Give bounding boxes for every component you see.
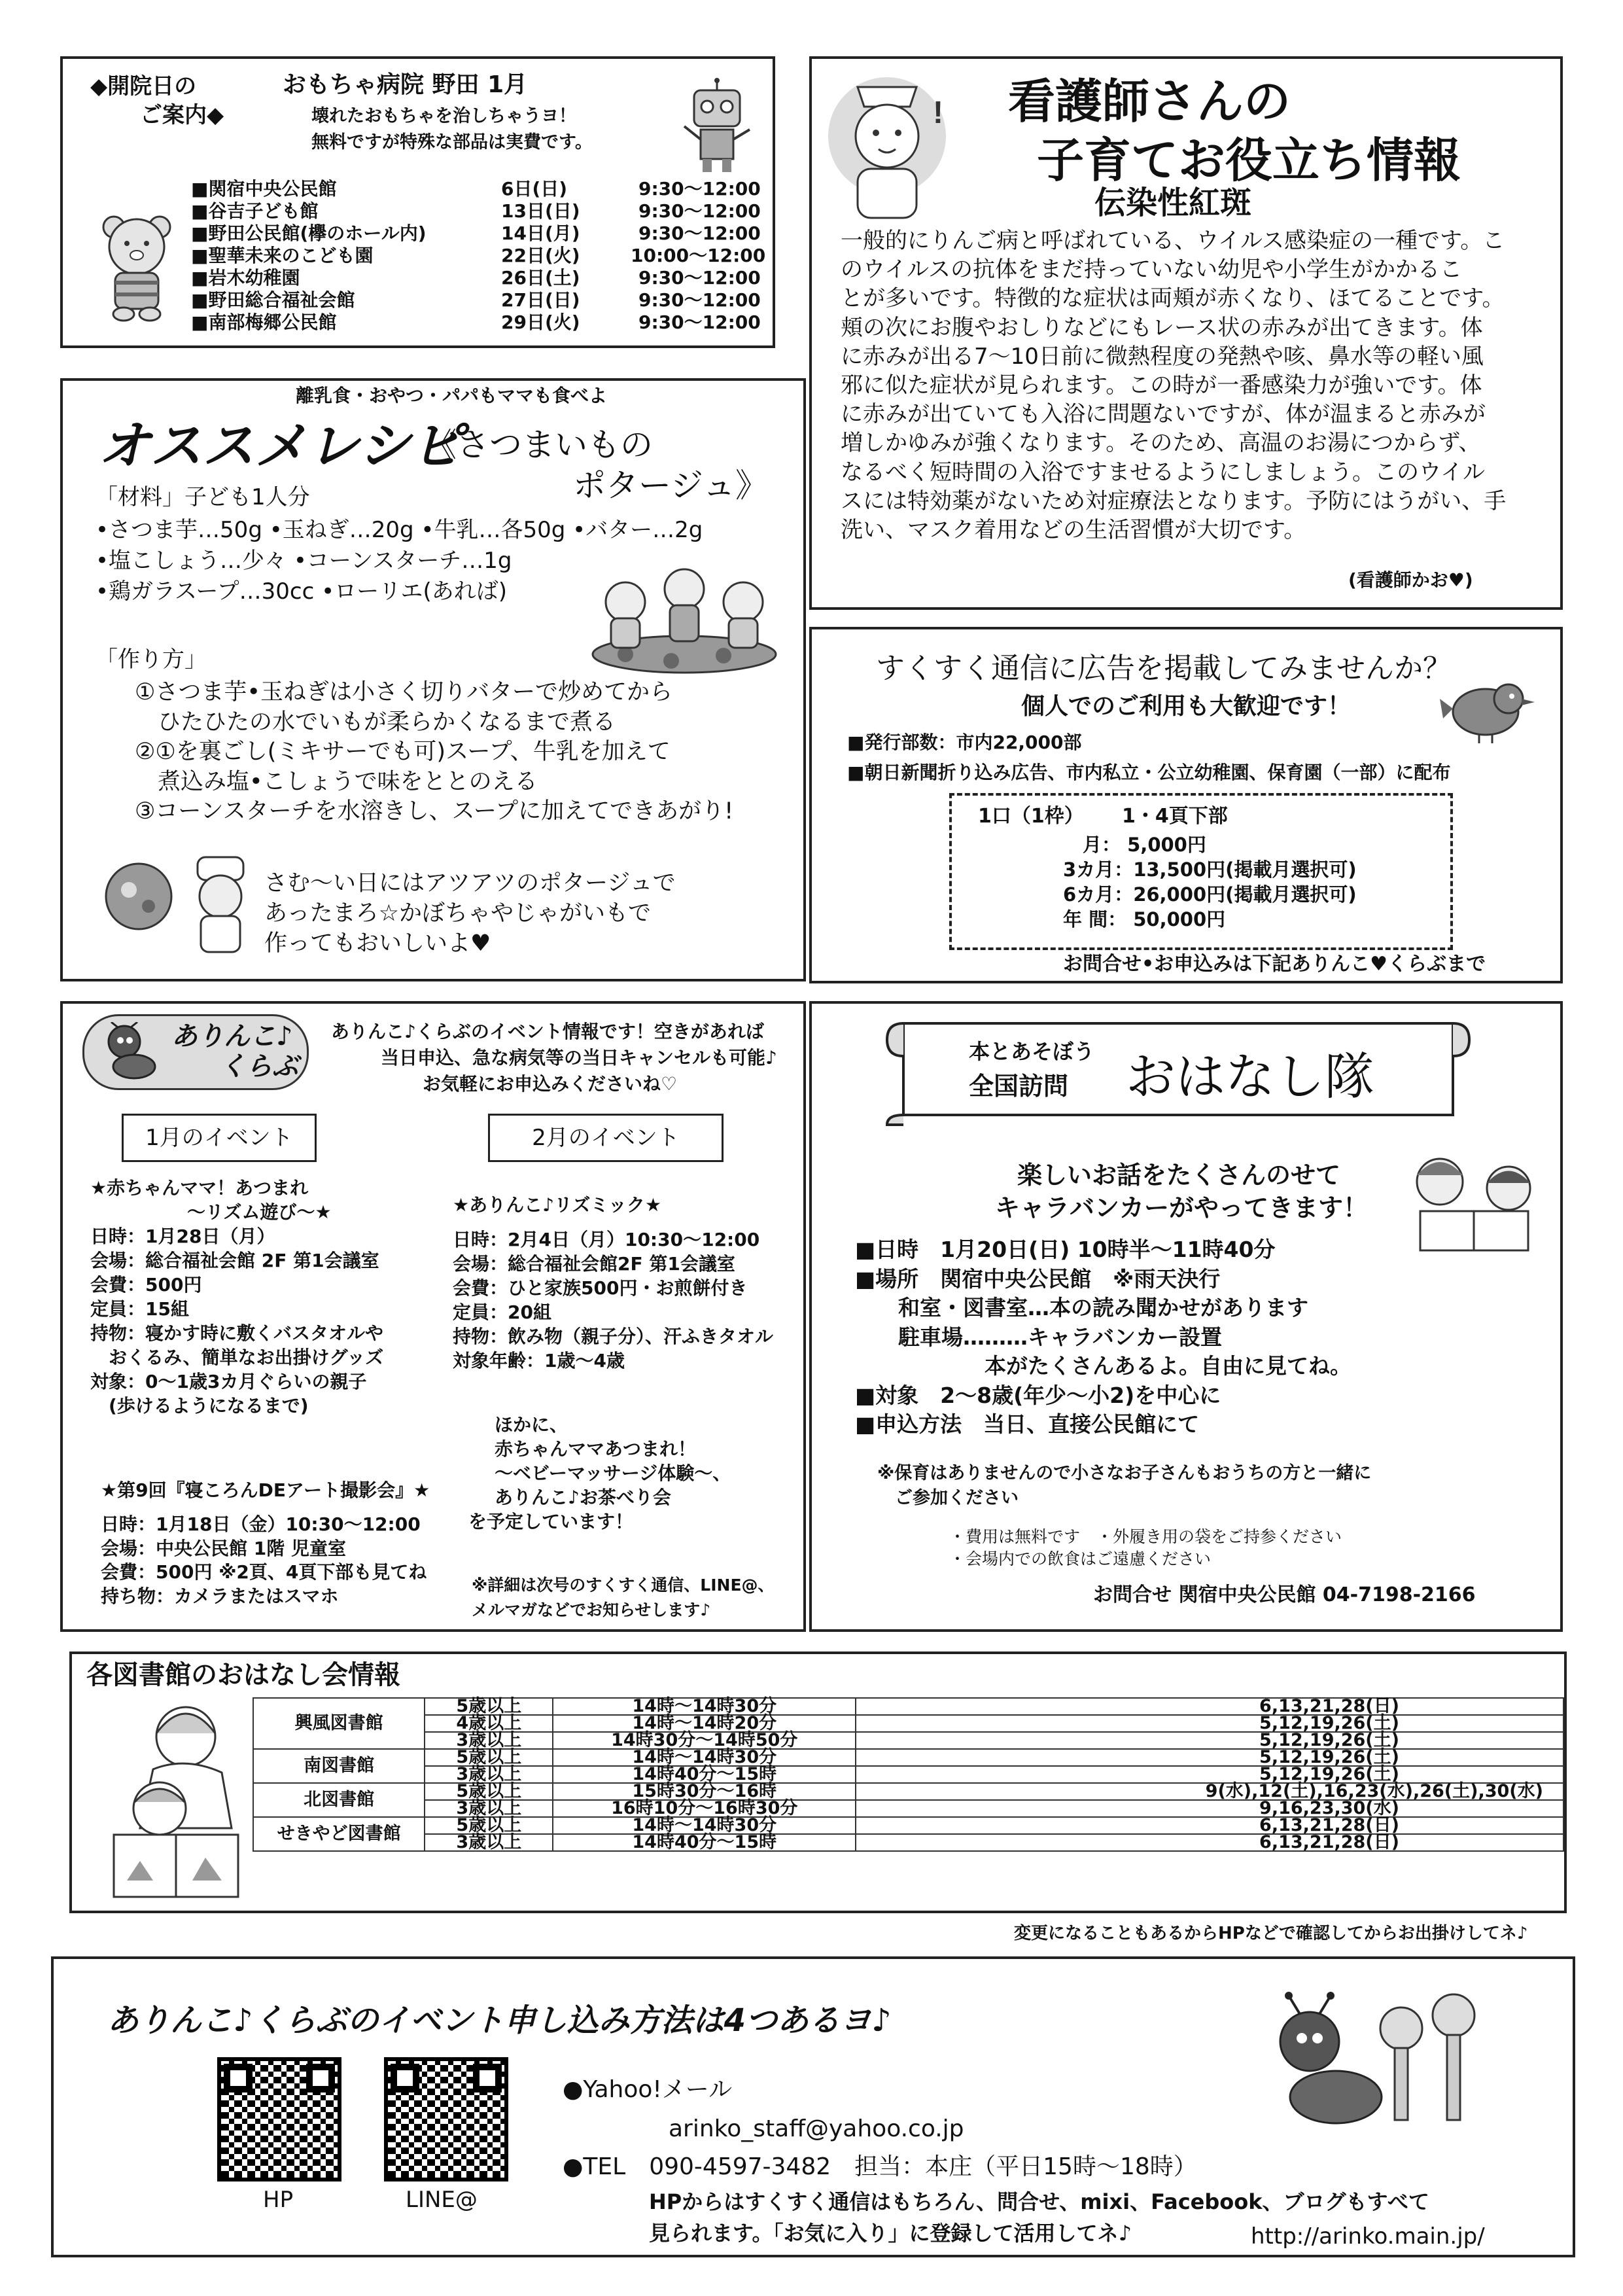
age-cell: 5歳以上	[425, 1749, 553, 1766]
ingredient-line: •さつま芋…50g •玉ねぎ…20g •牛乳…各50g •バター…2g	[96, 517, 703, 543]
ohanashi-line: ■対象 2～8歳(年少～小2)を中心に	[855, 1382, 1221, 1408]
nurse-author: (看護師かお♥)	[1348, 569, 1473, 591]
ohanashi-line: ■申込方法 当日、直接公民館にて	[855, 1411, 1200, 1438]
ant-icon	[98, 1022, 170, 1081]
age-cell: 5歳以上	[425, 1698, 553, 1715]
events-footnote-2: メルマガなどでお知らせします♪	[472, 1600, 711, 1619]
line-qr-code[interactable]	[384, 2057, 508, 2181]
clinic-heading-1: ◆開院日の	[90, 73, 197, 99]
ohanashi-line: ■場所 関宿中央公民館 ※雨天決行	[855, 1265, 1221, 1292]
dates-cell: 5,12,19,26(土)	[856, 1749, 1563, 1766]
ohanashi-line: 和室・図書室…本の読み聞かせがあります	[855, 1295, 1308, 1321]
time-cell: 15時30分～16時	[553, 1783, 856, 1800]
step-line: ①さつま芋•玉ねぎは小さく切りバターで炒めてから	[135, 679, 673, 705]
bird-icon	[1440, 673, 1538, 745]
arinko-logo-text-2: くらぶ	[220, 1051, 298, 1082]
library-title: 各図書館のおはなし会情報	[86, 1660, 400, 1690]
event-line: ★ありんこ♪リズミック★	[453, 1194, 661, 1216]
clinic-row-date: 26日(土)	[501, 267, 580, 289]
clinic-row-time: 10:00～12:00	[631, 245, 766, 266]
recipe-title: オススメレシピ	[98, 415, 463, 476]
event-line: 日時：1月28日（月）	[90, 1225, 275, 1247]
clinic-row-time: 9:30～12:00	[638, 178, 761, 200]
dates-cell: 5,12,19,26(土)	[856, 1732, 1563, 1749]
event-line: (歩けるようになるまで)	[90, 1394, 309, 1417]
ad-price-row: 3カ月：13,500円(掲載月選択可)	[1063, 858, 1357, 881]
ingredient-line: •塩こしょう…少々 •コーンスターチ…1g	[96, 547, 512, 574]
tel-line: ●TEL 090-4597-3482 担当：本庄（平日15時～18時）	[563, 2153, 1197, 2180]
table-row	[253, 1834, 1563, 1851]
note-line: あったまろ☆かぼちゃやじゃがいもで	[264, 900, 652, 927]
clinic-row: ■聖華未来のこども園	[191, 245, 374, 266]
event-line: 定員：20組	[453, 1301, 551, 1323]
age-cell: 5歳以上	[425, 1817, 553, 1834]
recipe-banner: 離乳食・おやつ・パパもママも食べよ	[296, 385, 608, 406]
clinic-box	[60, 56, 775, 348]
ad-title: すくすく通信に広告を掲載してみませんか？	[876, 652, 1452, 685]
ad-subtitle: 個人でのご利用も大歓迎です！	[1021, 693, 1352, 720]
event-line: 日時：1月18日（金）10:30～12:00	[101, 1513, 421, 1536]
dates-cell: 6,13,21,28(日)	[856, 1817, 1563, 1834]
event-line: 定員：15組	[90, 1298, 189, 1320]
dates-cell: 9(水),12(土),16,23(水),26(土),30(水)	[856, 1783, 1563, 1800]
ad-unit: 1口（1枠）	[978, 805, 1084, 828]
event-line: ★赤ちゃんママ！あつまれ	[90, 1177, 309, 1199]
feb-event-2	[468, 1413, 731, 1534]
robot-icon	[678, 77, 756, 175]
clinic-desc-2: 無料ですが特殊な部品は実費です。	[311, 132, 593, 152]
event-line: 会費：500円 ※2頁、4頁下部も見てね	[101, 1561, 427, 1583]
nurse-body-line: 増しかゆみが強くなります。そのため、高温のお湯につからず、	[841, 430, 1481, 457]
ohanashi-note-2: ご参加ください	[877, 1488, 1019, 1508]
time-cell: 14時40分～15時	[553, 1834, 856, 1851]
clinic-row: ■谷吉子ども館	[191, 200, 319, 222]
dates-cell: 9,16,23,30(水)	[856, 1800, 1563, 1817]
dates-cell: 6,13,21,28(日)	[856, 1698, 1563, 1715]
mail-heading: ●Yahoo!メール	[563, 2076, 733, 2103]
library-name-cell: 北図書館	[253, 1783, 425, 1817]
event-line: を予定しています！	[468, 1510, 634, 1532]
time-cell: 14時～14時30分	[553, 1698, 856, 1715]
ad-circulation: ■発行部数：市内22,000部	[847, 732, 1082, 753]
bear-icon	[94, 211, 179, 322]
step-line: ひたひたの水でいもが柔らかくなるまで煮る	[135, 709, 616, 735]
nurse-title-2: 子育てお役立ち情報	[1037, 133, 1461, 188]
event-line: おくるみ、簡単なお出掛けグッズ	[90, 1346, 384, 1368]
clinic-title: おもちゃ病院 野田 1月	[283, 71, 528, 98]
hp-info-2: 見られます。「お気に入り」に登録して活用してネ♪	[649, 2221, 1132, 2246]
nurse-body-line: なるべく短時間の入浴ですませるようにしましょう。このウイル	[841, 459, 1485, 486]
time-cell: 14時～14時30分	[553, 1749, 856, 1766]
svg-text:!: !	[933, 96, 943, 130]
nurse-illustration	[825, 64, 962, 221]
clinic-row: ■南部梅郷公民館	[191, 311, 337, 333]
recipe-name-2: ポタージュ》	[573, 467, 768, 504]
time-cell: 16時10分～16時30分	[553, 1800, 856, 1817]
apply-title: ありんこ♪くらぶのイベント申し込み方法は4つあるヨ♪	[107, 2002, 892, 2039]
event-line: 会費：500円	[90, 1273, 202, 1296]
step-line: 煮込み塩•こしょうで味をととのえる	[135, 768, 538, 795]
event-line: ★第9回『寝ころんDEアート撮影会』★	[101, 1479, 430, 1501]
ad-contact: お問合せ•お申込みは下記ありんこ♥くらぶまで	[1063, 953, 1486, 976]
steps-list	[135, 678, 733, 827]
clinic-row-date: 6日(日)	[501, 178, 568, 200]
events-intro-2: 当日申込、急な病気等の当日キャンセルも可能♪	[381, 1047, 777, 1069]
clinic-row-time: 9:30～12:00	[638, 289, 761, 311]
library-name-cell: 興風図書館	[253, 1698, 425, 1749]
event-line: 持ち物：カメラまたはスマホ	[101, 1585, 339, 1607]
nurse-body-line: のウイルスの抗体をまだ持っていない幼児や小学生がかかるこ	[841, 256, 1462, 283]
ad-box	[809, 627, 1563, 983]
clinic-row: ■関宿中央公民館	[191, 178, 337, 200]
children-playing-illustration	[586, 563, 782, 674]
age-cell: 3歳以上	[425, 1800, 553, 1817]
library-footnote: 変更になることもあるからHPなどで確認してからお出掛けしてネ♪	[1014, 1924, 1528, 1943]
nurse-body-line: 一般的にりんご病と呼ばれている、ウイルス感染症の一種です。こ	[841, 228, 1505, 254]
dates-cell: 6,13,21,28(日)	[856, 1834, 1563, 1851]
ad-price-box	[949, 793, 1453, 950]
clinic-row-time: 9:30～12:00	[638, 311, 761, 333]
library-name-cell: 南図書館	[253, 1749, 425, 1783]
recipe-box	[60, 378, 806, 981]
age-cell: 3歳以上	[425, 1766, 553, 1783]
ohanashi-lead-2: キャラバンカーがやってきます！	[995, 1193, 1369, 1222]
library-name-cell: せきやど図書館	[253, 1817, 425, 1851]
line-qr-label: LINE@	[406, 2187, 478, 2213]
event-line: 会場：総合福祉会館 2F 第1会議室	[90, 1249, 379, 1271]
clinic-row-time: 9:30～12:00	[638, 200, 761, 222]
clinic-row-date: 29日(火)	[501, 311, 580, 333]
clinic-row: ■野田総合福祉会館	[191, 289, 355, 311]
ohanashi-note-1: ※保育はありませんので小さなお子さんもおうちの方と一緒に	[877, 1463, 1372, 1483]
event-line: 日時：2月4日（月）10:30～12:00	[453, 1228, 760, 1250]
ohanashi-line: 本がたくさんあるよ。自由に見てね。	[855, 1353, 1352, 1379]
age-cell: 3歳以上	[425, 1834, 553, 1851]
clinic-row-date: 27日(日)	[501, 289, 580, 311]
chef-vegetables-illustration	[99, 844, 263, 955]
events-intro-3: お気軽にお申込みくださいね♡	[423, 1073, 678, 1095]
step-line: ②①を裏ごし(ミキサーでも可)スープ、牛乳を加えて	[135, 739, 671, 765]
age-cell: 5歳以上	[425, 1783, 553, 1800]
age-cell: 4歳以上	[425, 1715, 553, 1732]
feb-event-1	[453, 1193, 773, 1373]
tab-february-events: 2月のイベント	[488, 1114, 724, 1162]
time-cell: 14時～14時20分	[553, 1715, 856, 1732]
ad-price-row: 月： 5,000円	[1083, 834, 1206, 856]
event-line: ありんこ♪お茶べり会	[495, 1486, 671, 1508]
nurse-body-line: とが多いです。特徴的な症状は両頬が赤くなり、ほてることです。	[841, 285, 1505, 312]
clinic-row-date: 13日(日)	[501, 200, 580, 222]
event-line: 赤ちゃんママあつまれ！	[495, 1438, 697, 1460]
clinic-row-date: 22日(火)	[501, 245, 580, 266]
event-line: 対象：0～1歳3カ月ぐらいの親子	[90, 1370, 367, 1392]
event-line: 持物：飲み物（親子分）、汗ふきタオル	[453, 1325, 774, 1347]
events-footnote-1: ※詳細は次号のすくすく通信、LINE@、	[472, 1576, 775, 1595]
hp-qr-code[interactable]	[217, 2057, 341, 2181]
ohanashi-small-1: 本とあそぼう	[969, 1039, 1095, 1064]
note-line: さむ～い日にはアツアツのポタージュで	[264, 870, 676, 896]
apply-box	[51, 1956, 1575, 2257]
ad-place: 1・4頁下部	[1122, 805, 1228, 828]
recipe-note	[264, 868, 676, 959]
nurse-body-line: 洗い、マスク着用などの生活習慣が大切です。	[841, 516, 1306, 543]
event-line: ほかに、	[495, 1414, 568, 1436]
nurse-body-line: スには特効薬がないため対症療法となります。予防にはうがい、手	[841, 487, 1507, 514]
ant-mascot-illustration	[1251, 1983, 1499, 2133]
clinic-heading-2: ご案内◆	[140, 102, 224, 128]
event-line: ～リズム遊び～★	[169, 1201, 332, 1223]
nurse-body-line: に赤みが出ていても入浴に問題ないですが、体が温まると赤みが	[841, 401, 1486, 428]
ad-price-row: 6カ月：26,000円(掲載月選択可)	[1063, 883, 1357, 906]
clinic-row: ■野田公民館(欅のホール内)	[191, 222, 427, 244]
arinko-logo-text-1: ありんこ♪	[171, 1021, 293, 1051]
ingredient-line: •鶏ガラスープ…30cc •ローリエ(あれば)	[96, 578, 507, 605]
nurse-box	[809, 56, 1563, 610]
nurse-title-1: 看護師さんの	[1008, 74, 1291, 129]
hp-info-1: HPからはすくすく通信はもちろん、問合せ、mixi、Facebook、ブログもすべて	[649, 2189, 1429, 2214]
ad-price-row: 年 間： 50,000円	[1063, 908, 1226, 930]
clinic-row: ■岩木幼稚園	[191, 267, 300, 289]
time-cell: 14時30分～14時50分	[553, 1732, 856, 1749]
tab-january-events: 1月のイベント	[122, 1114, 317, 1162]
age-cell: 3歳以上	[425, 1732, 553, 1749]
ad-distribution: ■朝日新聞折り込み広告、市内私立・公立幼稚園、保育園（一部）に配布	[847, 762, 1451, 783]
recipe-name-1: 《さつまいもの	[424, 426, 653, 464]
clinic-row-date: 14日(月)	[501, 222, 580, 244]
ohanashi-contact: お問合せ 関宿中央公民館 04-7198-2166	[1093, 1583, 1476, 1606]
note-line: 作ってもおいしいよ♥	[264, 930, 491, 957]
ohanashi-title: おはなし隊	[1126, 1048, 1374, 1106]
hp-qr-label: HP	[263, 2187, 294, 2213]
event-line: 持物：寝かす時に敷くバスタオルや	[90, 1322, 384, 1344]
event-line: 対象年齢：1歳～4歳	[453, 1349, 625, 1371]
ingredients-heading: 「材料」子ども1人分	[96, 484, 310, 510]
family-reading-illustration	[101, 1697, 258, 1907]
events-intro-1: ありんこ♪くらぶのイベント情報です！空きがあれば	[331, 1021, 764, 1042]
time-cell: 14時40分～15時	[553, 1766, 856, 1783]
ohanashi-box	[809, 1001, 1563, 1632]
website-url[interactable]: http://arinko.main.jp/	[1251, 2223, 1485, 2250]
library-schedule-table	[253, 1697, 1564, 1852]
events-box	[60, 1001, 806, 1632]
library-box	[69, 1651, 1567, 1913]
event-line: 会費：ひと家族500円・お煎餅付き	[453, 1277, 748, 1299]
jan-event-2	[101, 1479, 430, 1608]
event-line: ～ベビーマッサージ体験～、	[495, 1462, 731, 1484]
nurse-body-line: に赤みが出る7～10日前に微熱程度の発熱や咳、鼻水等の軽い風	[841, 343, 1484, 370]
nurse-body-line: 邪に似た症状が見られます。この時が一番感染力が強いです。体	[841, 372, 1482, 398]
nurse-body-line: 頬の次にお腹やおしりなどにもレース状の赤みが出てきます。体	[841, 314, 1483, 341]
nurse-subtitle: 伝染性紅斑	[1094, 185, 1252, 221]
clinic-row-time: 9:30～12:00	[638, 222, 761, 244]
ohanashi-line: 駐車場………キャラバンカー設置	[855, 1324, 1222, 1350]
kids-reading-illustration	[1401, 1149, 1551, 1260]
dates-cell: 5,12,19,26(土)	[856, 1715, 1563, 1732]
event-line: 会場：中央公民館 1階 児童室	[101, 1537, 346, 1559]
ohanashi-details	[855, 1235, 1352, 1439]
ohanashi-note-4: ・会場内での飲食はご遠慮ください	[949, 1549, 1212, 1568]
event-line: 会場：総合福祉会館2F 第1会議室	[453, 1252, 735, 1275]
jan-event-1	[90, 1176, 383, 1419]
dates-cell: 5,12,19,26(土)	[856, 1766, 1563, 1783]
mail-address[interactable]: arinko_staff@yahoo.co.jp	[669, 2115, 964, 2142]
clinic-desc-1: 壊れたおもちゃを治しちゃうヨ！	[311, 106, 576, 126]
step-line: ③コーンスターチを水溶きし、スープに加えてできあがり!	[135, 798, 734, 824]
ohanashi-small-2: 全国訪問	[969, 1072, 1069, 1101]
clinic-row-time: 9:30～12:00	[638, 267, 761, 289]
time-cell: 14時～14時30分	[553, 1817, 856, 1834]
ohanashi-note-3: ・費用は無料です ・外履き用の袋をご持参ください	[949, 1527, 1342, 1546]
ohanashi-line: ■日時 1月20日(日) 10時半～11時40分	[855, 1237, 1276, 1262]
ohanashi-lead-1: 楽しいお話をたくさんのせて	[1017, 1161, 1341, 1190]
steps-heading: 「作り方」	[96, 646, 207, 673]
nurse-body	[841, 226, 1506, 544]
